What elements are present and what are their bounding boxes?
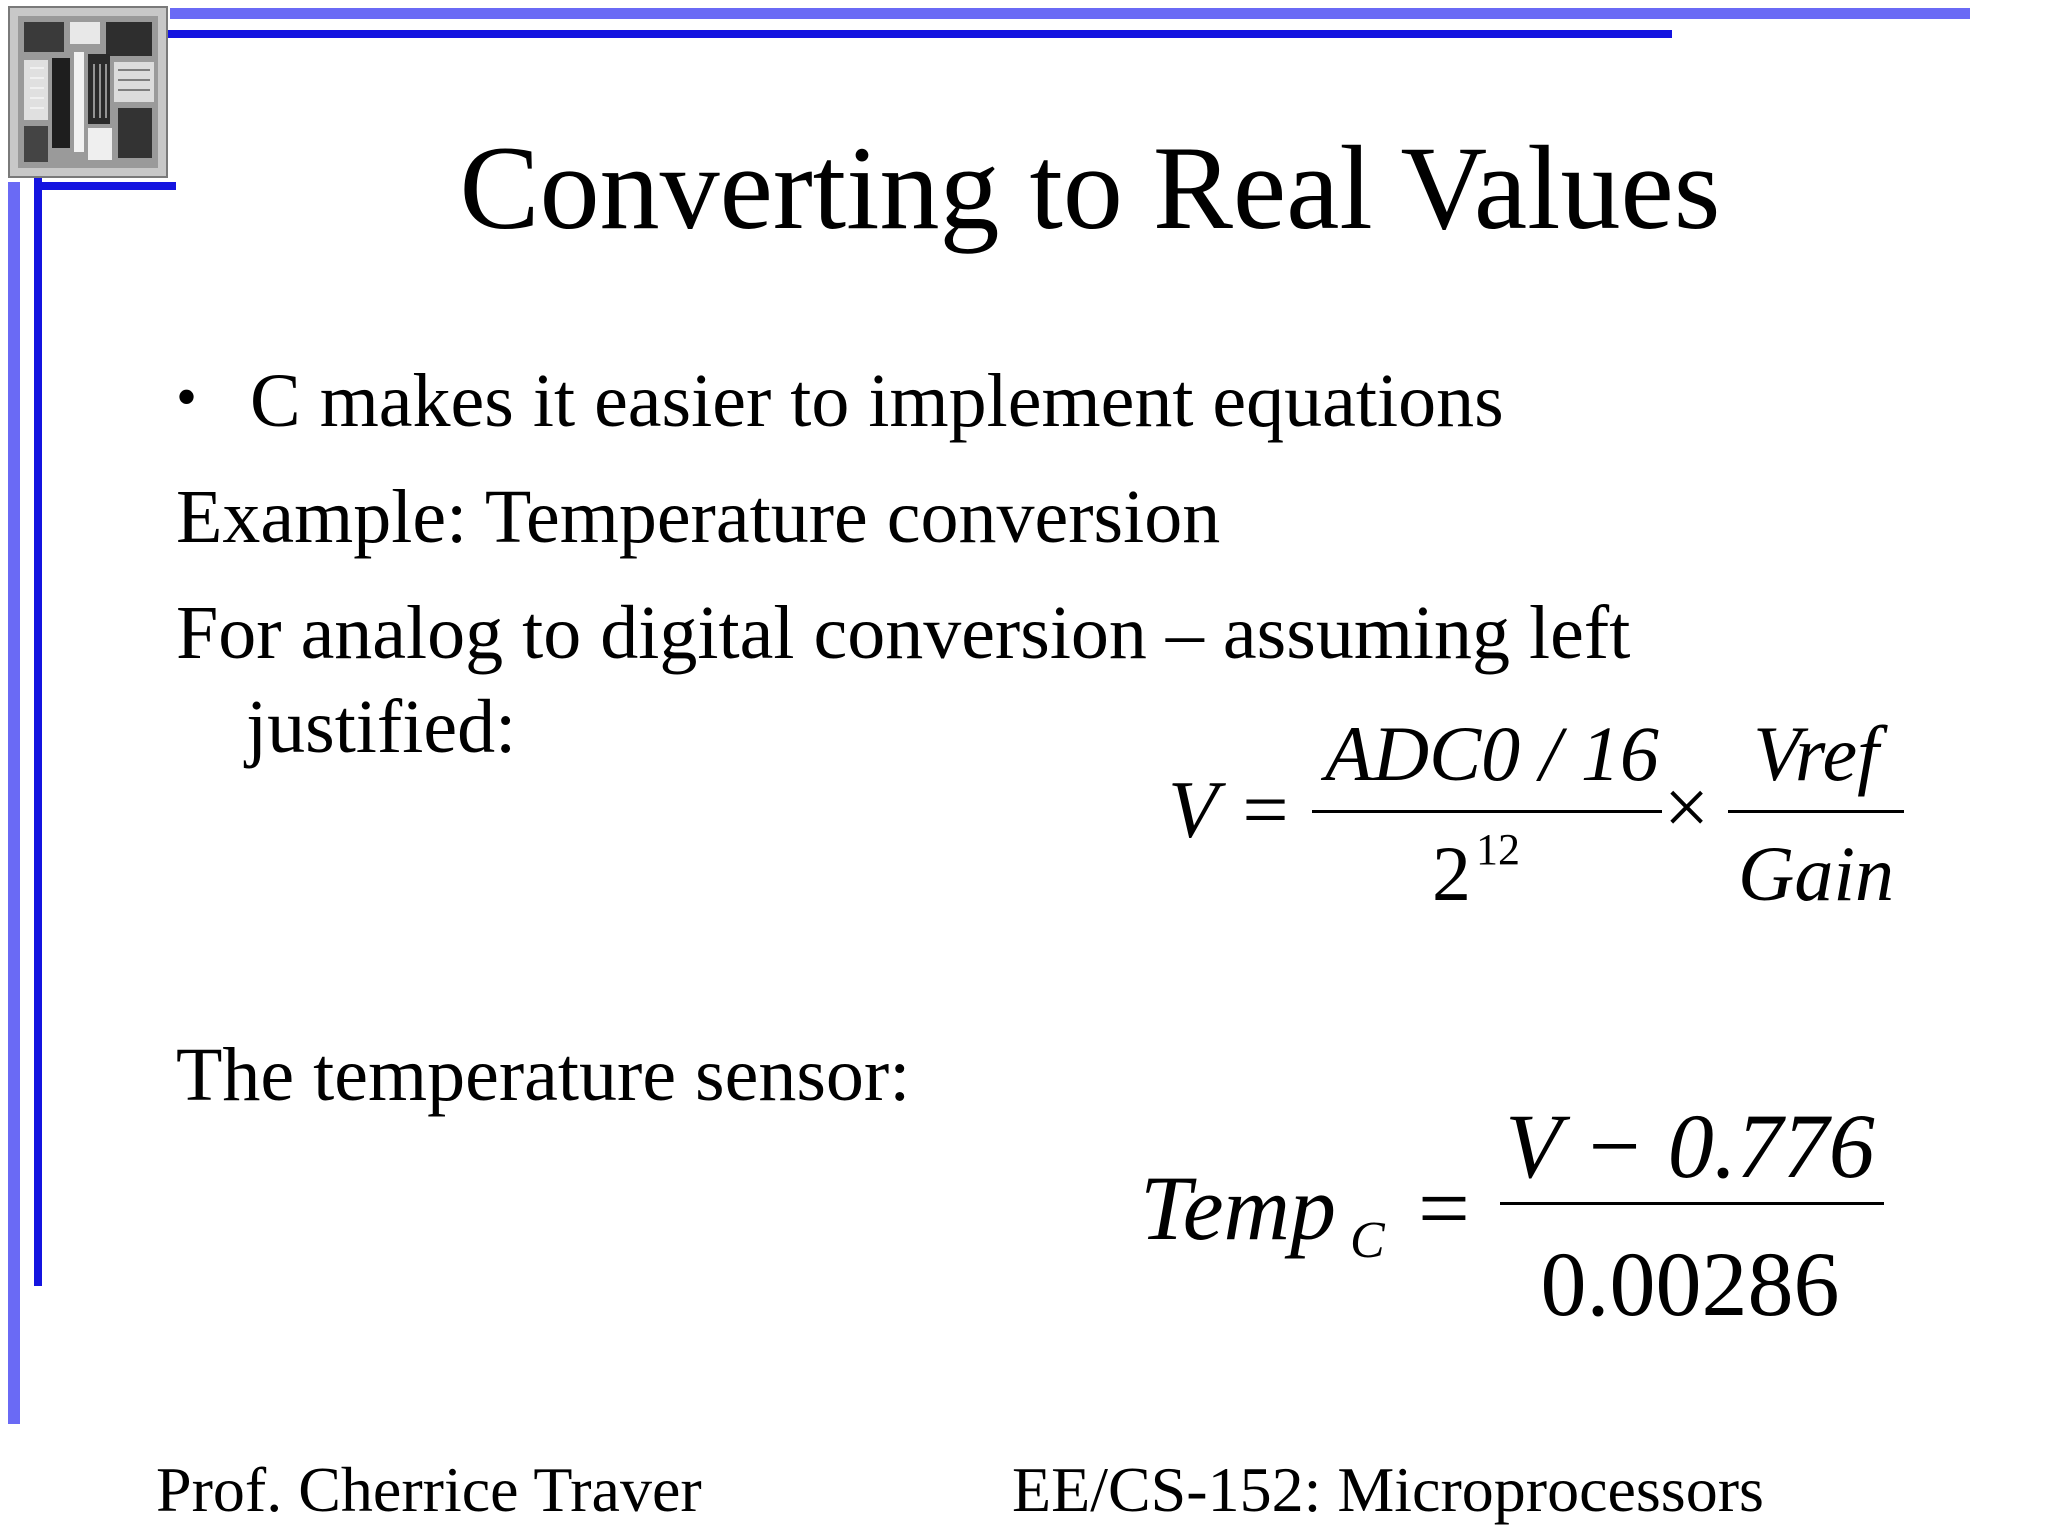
temperature-equation-subscript: C [1350,1212,1385,1269]
temperature-equation-equals-sign: = [1418,1157,1470,1259]
frame-top-light-bar [170,8,1970,19]
voltage-equation-fraction-bar-2 [1728,810,1904,813]
example-line: Example: Temperature conversion [176,475,1221,559]
analog-conversion-line: For analog to digital conversion – assuming left [176,591,1631,675]
voltage-equation-lhs: V = [1168,764,1293,855]
voltage-equation-numerator-adc: ADC0 / 16 [1325,710,1659,797]
voltage-equation-times-sign: × [1664,764,1710,852]
voltage-equation-fraction-bar-1 [1312,810,1662,813]
voltage-equation-numerator-vref: Vref [1753,710,1879,797]
frame-left-dark-bar [34,184,42,1286]
slide-title: Converting to Real Values [459,121,1721,254]
frame-top-dark-bar [36,30,1672,38]
temperature-equation-fraction-bar [1500,1202,1884,1205]
temperature-sensor-line: The temperature sensor: [176,1033,911,1117]
temperature-equation-lhs: Temp [1140,1157,1336,1259]
temperature-equation-denominator: 0.00286 [1540,1233,1840,1335]
bullet-dot: • [176,364,198,430]
analog-conversion-line-continued: justified: [246,685,517,769]
bullet-text: C makes it easier to implement equations [250,359,1504,443]
frame-corner-horizontal-bar [34,182,176,190]
temperature-equation-numerator: V − 0.776 [1505,1095,1875,1197]
voltage-equation-denominator-gain: Gain [1738,830,1894,917]
voltage-equation-denominator-base: 2 [1432,830,1471,917]
footer-course: EE/CS-152: Microprocessors [1012,1454,1764,1525]
chip-die-icon [8,6,168,178]
voltage-equation-exponent: 12 [1476,825,1520,874]
footer-author: Prof. Cherrice Traver [156,1454,702,1525]
frame-left-light-bar [8,182,20,1424]
